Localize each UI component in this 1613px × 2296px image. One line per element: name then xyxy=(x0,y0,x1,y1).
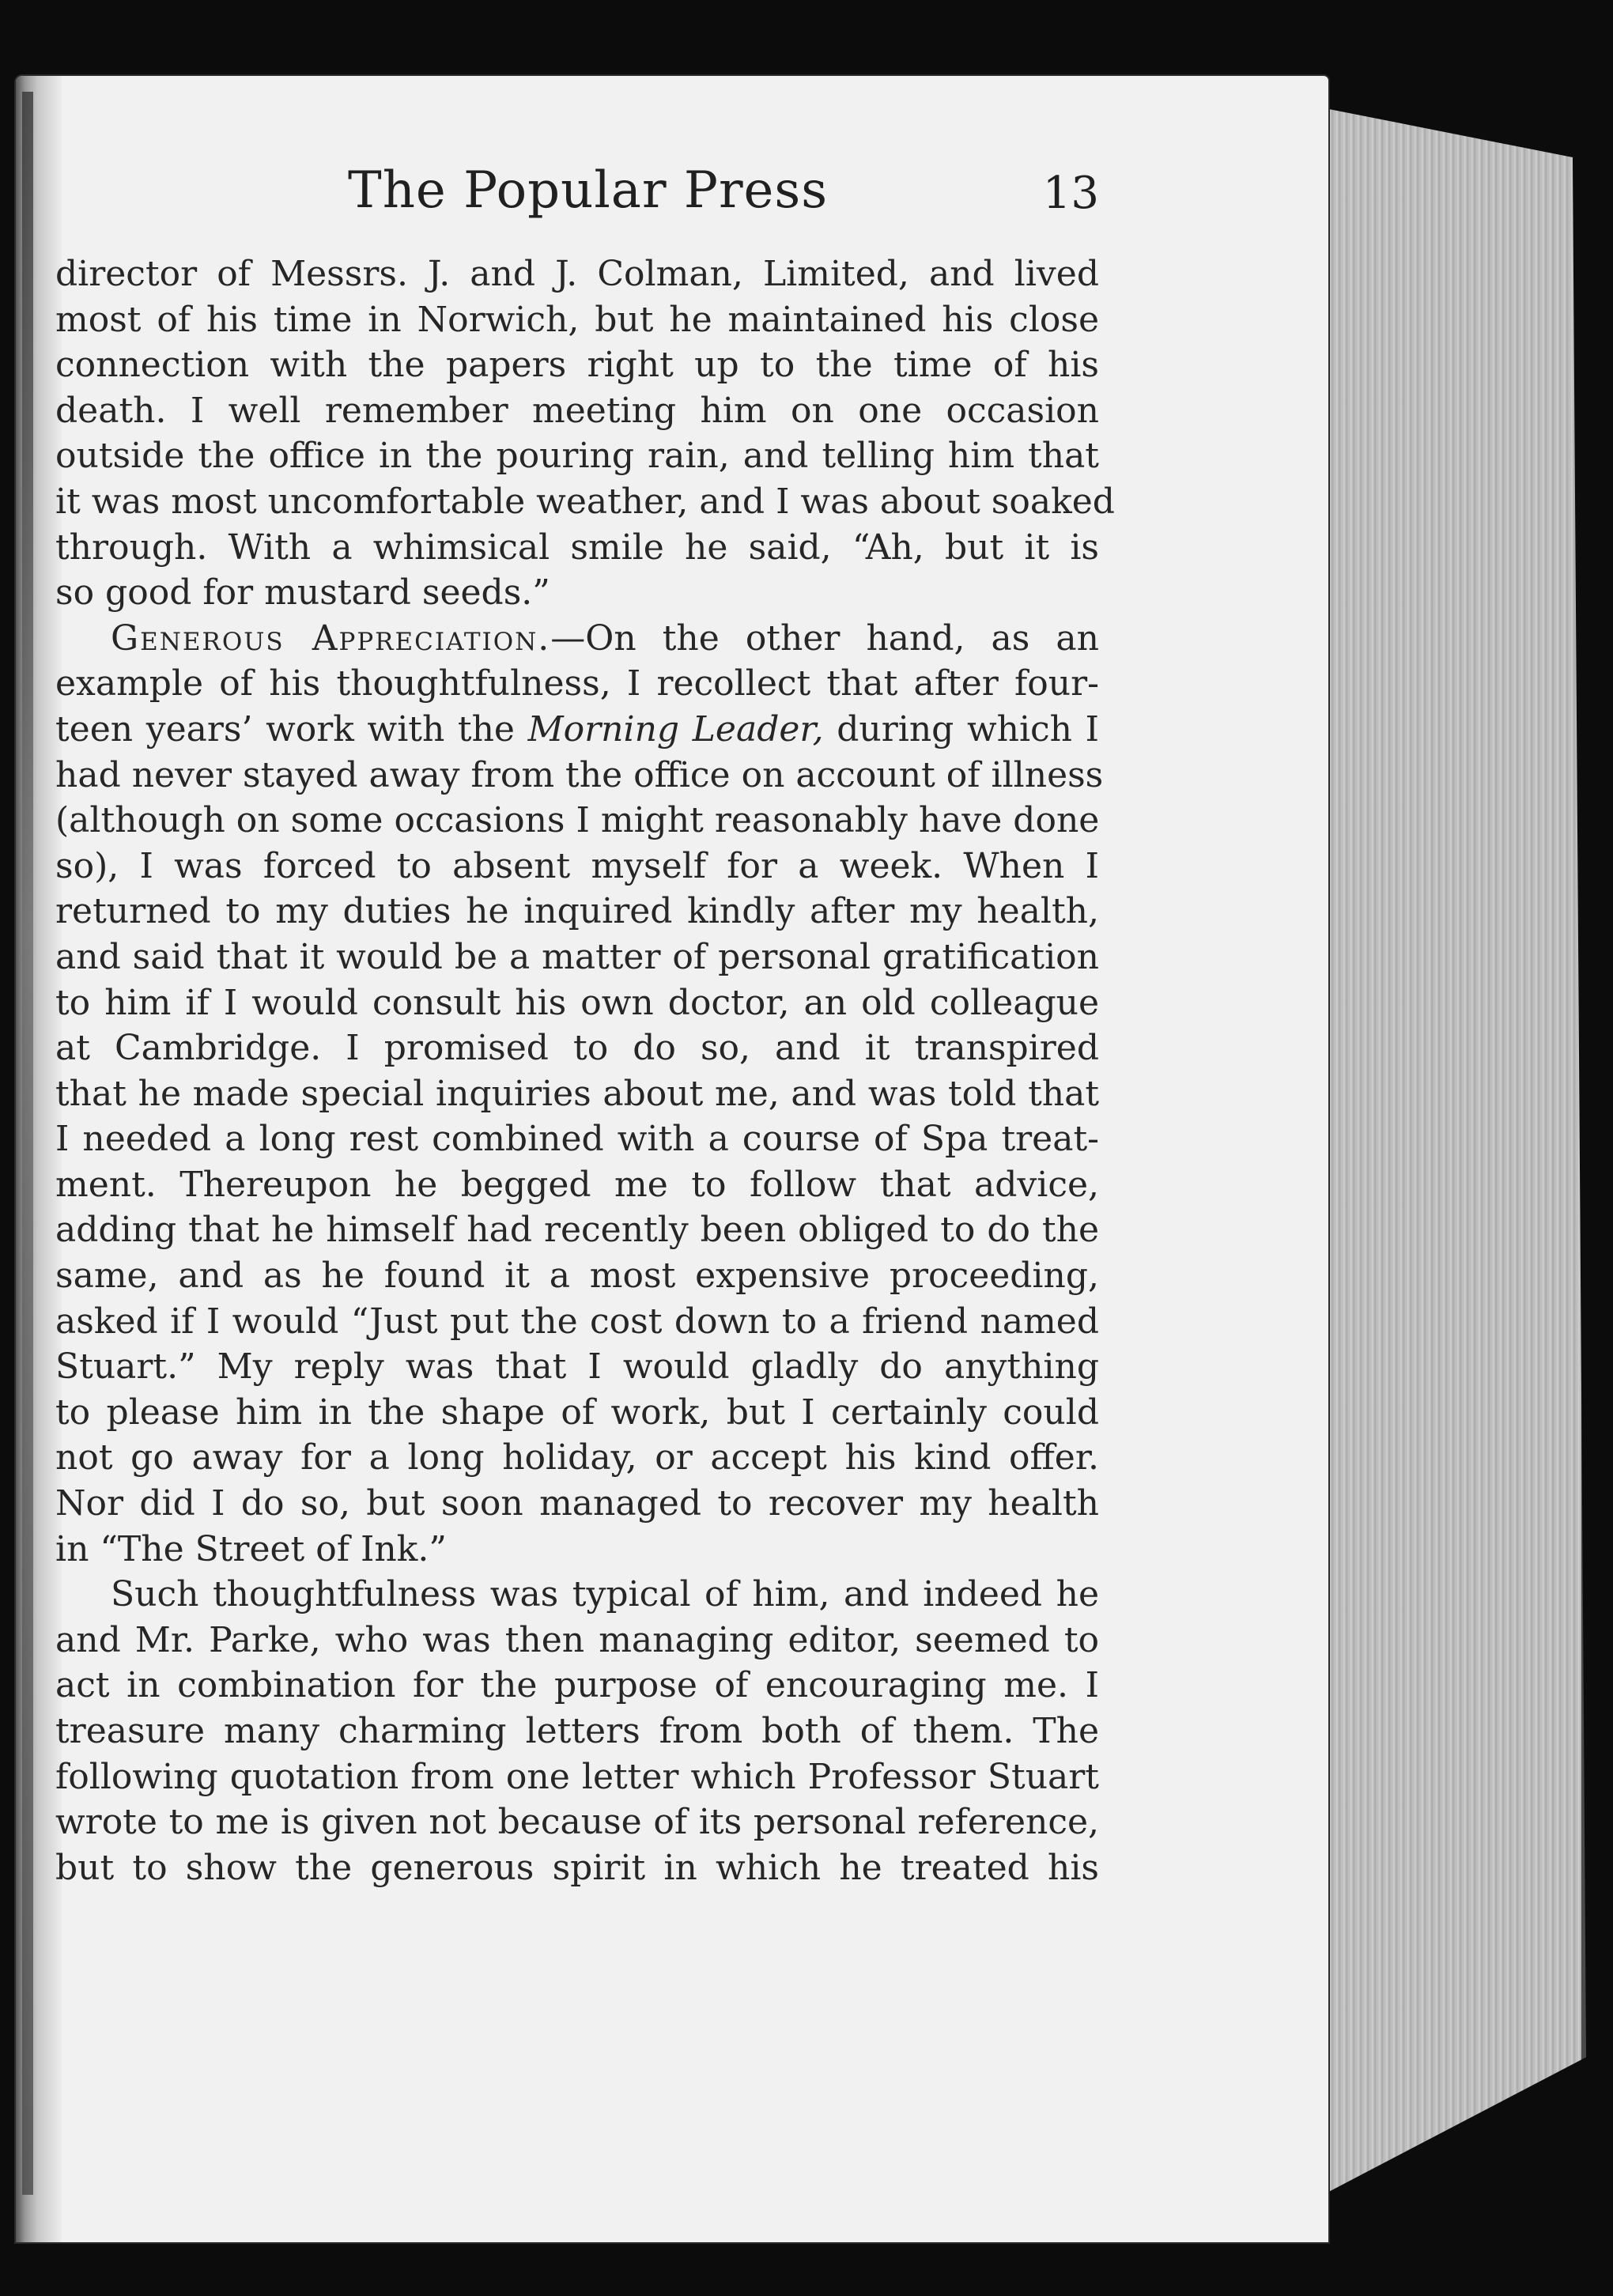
text-line: so good for mustard seeds.” xyxy=(55,572,550,614)
text-line: asked if I would “Just put the cost down to a friend named xyxy=(55,1301,1099,1342)
text-line: outside the office in the pouring rain, and telling him that xyxy=(55,436,1099,477)
text-line: act in combination for the purpose of encouraging me. I xyxy=(55,1665,1099,1706)
text-line: connection with the papers right up to the time of his xyxy=(55,345,1099,386)
text-line: treasure many charming letters from both of them. The xyxy=(55,1711,1099,1751)
text-line: director of Messrs. J. and J. Colman, Limited, and lived xyxy=(55,254,1099,294)
text-line: same, and as he found it a most expensive proceeding, xyxy=(55,1256,1099,1297)
newspaper-title: Morning Leader, xyxy=(527,708,824,750)
text-run: during which I xyxy=(823,708,1100,750)
text-line: to him if I would consult his own doctor, an old colleague xyxy=(55,982,1099,1023)
page-header xyxy=(79,161,1099,232)
paragraph-2 xyxy=(55,616,1104,1572)
text-line: I needed a long rest combined with a course of Spa treat- xyxy=(55,1119,1099,1160)
text-line: so), I was forced to absent myself for a week. When I xyxy=(55,845,1099,886)
text-line: ment. Thereupon he begged me to follow that advice, xyxy=(55,1164,1099,1205)
text-line: but to show the generous spirit in which he treated his xyxy=(55,1847,1099,1888)
text-line: through. With a whimsical smile he said, “Ah, but it is xyxy=(55,527,1099,568)
text-line: and said that it would be a matter of personal gratification xyxy=(55,936,1099,977)
text-line: Such thoughtfulness was typical of him, and indeed he xyxy=(111,1574,1099,1615)
running-title: The Popular Press xyxy=(348,161,829,220)
text-line xyxy=(55,616,1099,662)
paragraph-1 xyxy=(55,251,1115,616)
page-number: 13 xyxy=(1042,168,1099,219)
text-line: to please him in the shape of work, but I certainly could xyxy=(55,1392,1099,1433)
text-line: example of his thoughtfulness, I recollect that after four- xyxy=(55,663,1099,704)
text-line: wrote to me is given not because of its personal reference, xyxy=(55,1802,1099,1843)
text-line: Nor did I do so, but soon managed to recover my health xyxy=(55,1483,1099,1524)
book-page xyxy=(16,76,1328,2242)
text-line: most of his time in Norwich, but he maintained his close xyxy=(55,299,1099,340)
text-line: Stuart.” My reply was that I would gladly do anything xyxy=(55,1346,1099,1388)
binding-edge xyxy=(22,92,33,2195)
text-line: had never stayed away from the office on account of illness xyxy=(55,754,1104,795)
text-line: that he made special inquiries about me, and was told that xyxy=(55,1073,1099,1114)
paragraph-3 xyxy=(55,1572,1099,1890)
text-run: teen years’ work with the xyxy=(55,708,528,750)
text-line: not go away for a long holiday, or accept his kind offer. xyxy=(55,1437,1099,1478)
text-line: returned to my duties he inquired kindly after my health, xyxy=(55,891,1099,932)
text-line: it was most uncomfortable weather, and I was about soaked xyxy=(55,481,1115,522)
text-line xyxy=(55,707,1099,753)
section-heading: Generous Appreciation. xyxy=(111,617,551,659)
text-line: following quotation from one letter which Professor Stuart xyxy=(55,1756,1099,1797)
text-line: and Mr. Parke, who was then managing editor, seemed to xyxy=(55,1619,1099,1660)
body-text xyxy=(55,251,1115,1890)
text-line: at Cambridge. I promised to do so, and it transpired xyxy=(55,1028,1099,1069)
text-line: (although on some occasions I might reasonably have done xyxy=(55,800,1100,841)
text-line: adding that he himself had recently been obliged to do the xyxy=(55,1210,1099,1251)
text-line: in “The Street of Ink.” xyxy=(55,1528,447,1569)
text-run: —On the other hand, as an xyxy=(550,617,1099,659)
text-line: death. I well remember meeting him on one occasion xyxy=(55,390,1099,431)
